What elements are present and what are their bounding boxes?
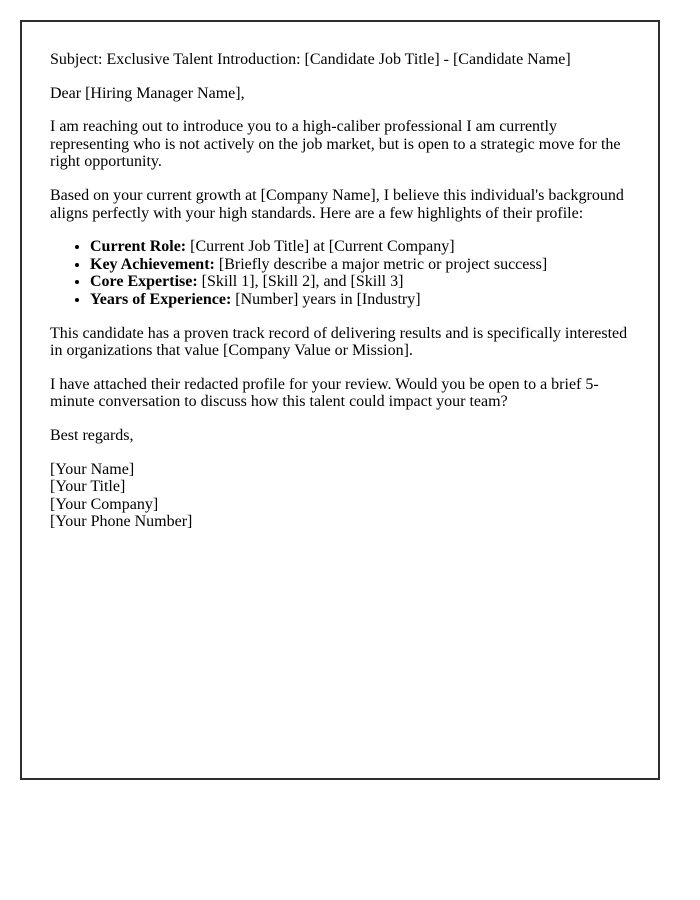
highlight-item-years-of-experience bbox=[90, 291, 630, 309]
highlight-text: [Skill 1], [Skill 2], and [Skill 3] bbox=[197, 273, 404, 291]
intro-paragraph: I am reaching out to introduce you to a high-caliber professional I am currently representing who is not actively on the job market, but is open to a strategic move for the right opportunity. bbox=[50, 118, 621, 171]
highlight-label: Years of Experience: bbox=[90, 290, 232, 308]
highlight-label: Core Expertise: bbox=[90, 273, 198, 291]
signature-line-company: [Your Company] bbox=[50, 495, 159, 513]
closing: Best regards, bbox=[50, 426, 134, 444]
context-paragraph: Based on your current growth at [Company Name], I believe this individual's background aligns perfectly with your high standards. Here are a few highlights of their profile: bbox=[50, 186, 624, 222]
highlight-label: Current Role: bbox=[90, 238, 187, 256]
email-template-document bbox=[20, 20, 660, 780]
signature-line-title: [Your Title] bbox=[50, 478, 126, 496]
greeting: Dear [Hiring Manager Name], bbox=[50, 84, 245, 102]
call-to-action-paragraph: I have attached their redacted profile for your review. Would you be open to a brief 5-minute conversation to discuss how this talent could impact your team? bbox=[50, 375, 599, 411]
signature-line-phone: [Your Phone Number] bbox=[50, 513, 193, 531]
highlight-text: [Number] years in [Industry] bbox=[231, 290, 421, 308]
highlights-list bbox=[50, 238, 630, 308]
highlight-item-core-expertise bbox=[90, 273, 630, 291]
signature-line-name: [Your Name] bbox=[50, 460, 135, 478]
subject-line: Subject: Exclusive Talent Introduction: [Candidate Job Title] - [Candidate Name] bbox=[50, 51, 571, 68]
signature-block bbox=[50, 461, 630, 531]
track-record-paragraph: This candidate has a proven track record of delivering results and is specifically interested in organizations that value [Company Value or Mission]. bbox=[50, 324, 628, 360]
highlight-item-current-role bbox=[90, 238, 630, 256]
highlight-text: [Current Job Title] at [Current Company] bbox=[186, 238, 455, 256]
highlight-label: Key Achievement: bbox=[90, 255, 215, 273]
highlight-text: [Briefly describe a major metric or project success] bbox=[214, 255, 548, 273]
highlight-item-key-achievement bbox=[90, 256, 630, 274]
